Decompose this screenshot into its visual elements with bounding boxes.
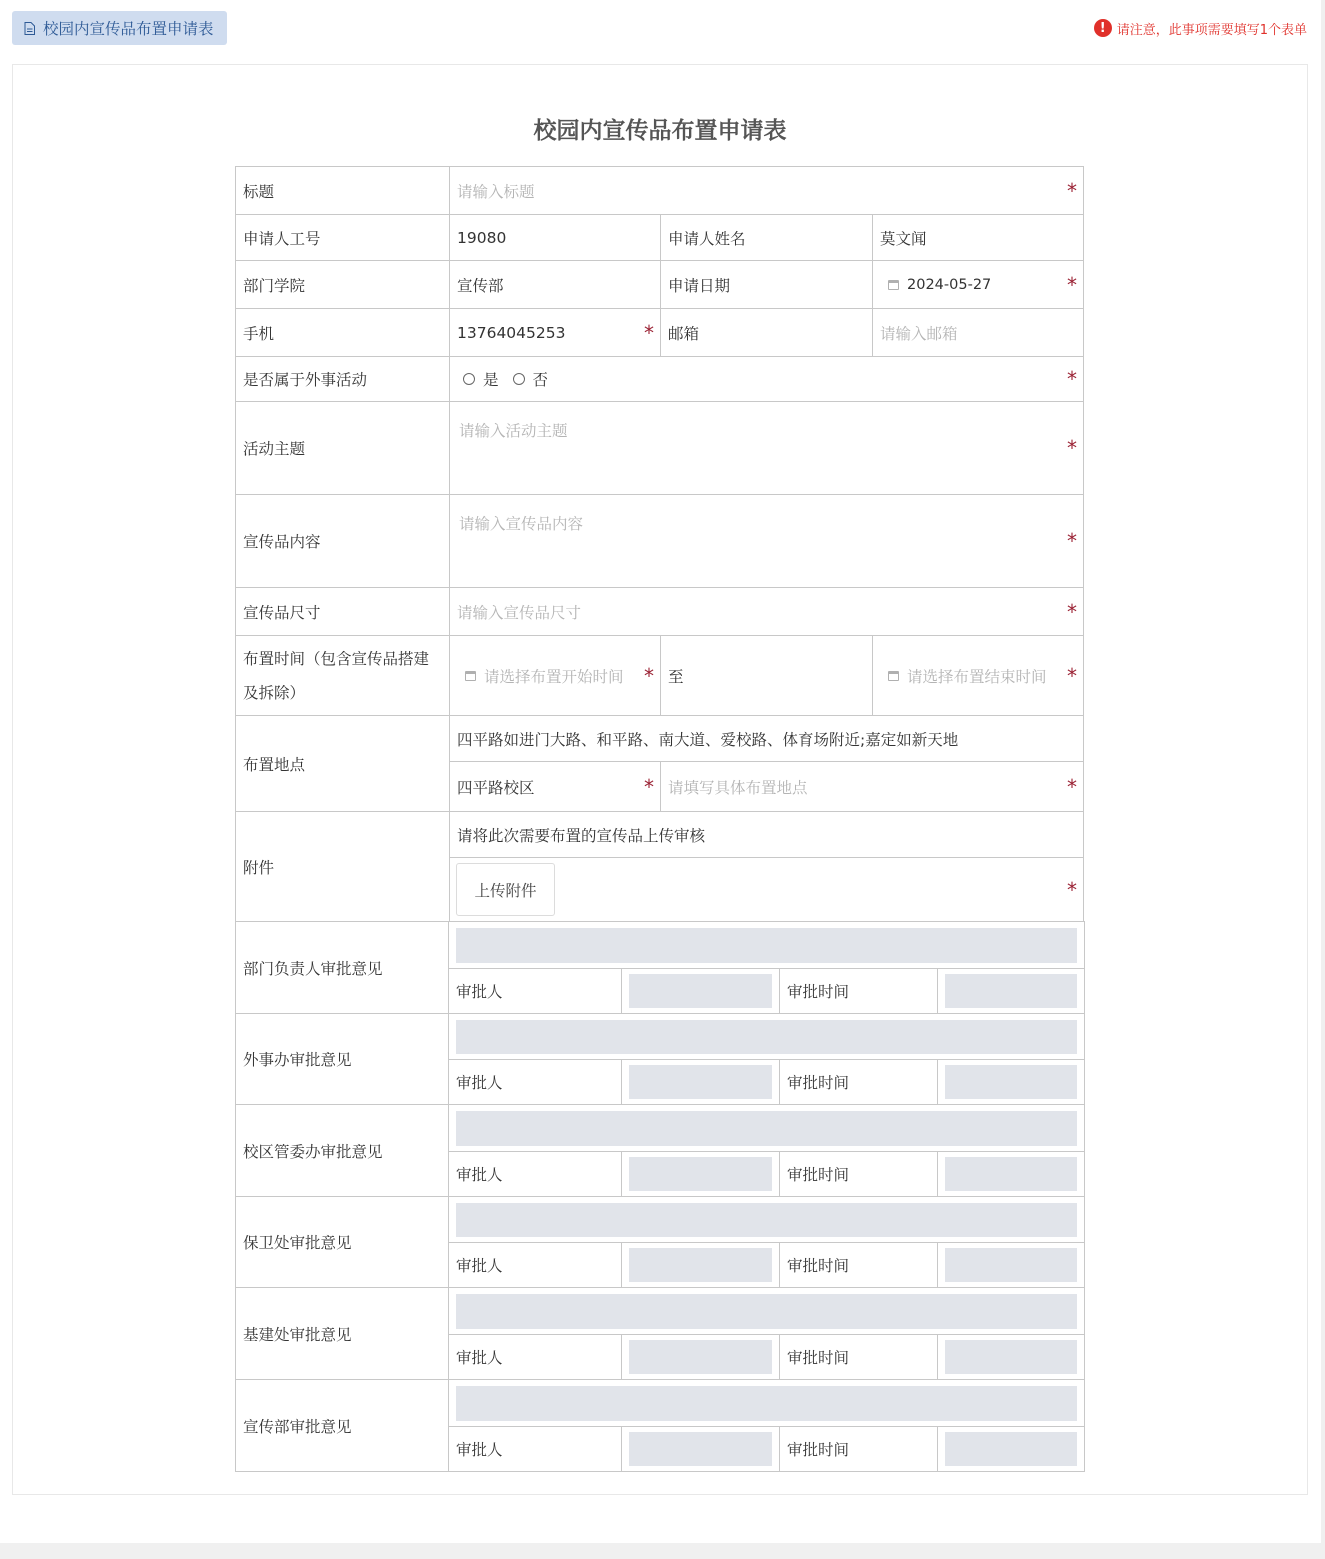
approval-opinion-field [456,1111,1077,1146]
content-label: 宣传品内容 [235,494,450,588]
date-label: 申请日期 [660,260,873,309]
document-icon [24,22,35,35]
size-placeholder: 请输入宣传品尺寸 [457,603,582,622]
radio-yes[interactable] [457,368,499,390]
title-input[interactable] [449,166,1084,215]
approval-time-label: 审批时间 [779,1242,938,1288]
foreign-activity-radio-group [449,356,1084,402]
approval-label: 基建处审批意见 [235,1287,449,1380]
approval-time-field [945,1065,1077,1099]
calendar-icon [465,671,476,681]
approval-time-label: 审批时间 [779,1059,938,1105]
approval-time-label: 审批时间 [779,968,938,1014]
required-mark: * [1067,663,1077,688]
approval-opinion-field [456,1386,1077,1421]
time-end-placeholder: 请选择布置结束时间 [907,667,1047,686]
time-label-text: 布置时间（包含宣传品搭建及拆除） [243,649,430,702]
approval-time-field [945,1248,1077,1282]
location-note: 四平路如进门大路、和平路、南大道、爱校路、体育场附近;嘉定如新天地 [449,715,1084,762]
dept-label: 部门学院 [235,260,450,309]
approver-label: 审批人 [448,1059,622,1105]
campus-select[interactable] [449,761,661,812]
theme-textarea[interactable] [449,401,1084,495]
campus-value: 四平路校区 [457,778,535,797]
required-mark: * [1067,367,1077,391]
location-placeholder: 请填写具体布置地点 [668,778,808,797]
form-title: 校园内宣传品布置申请表 [533,118,787,144]
size-label: 宣传品尺寸 [235,587,450,636]
required-mark: * [1067,529,1077,553]
name-value: 莫文闻 [872,214,1084,261]
required-mark: * [1067,178,1077,203]
radio-circle-icon [463,373,475,385]
title-label: 标题 [235,166,450,215]
foreign-activity-label: 是否属于外事活动 [235,356,450,402]
required-mark: * [1067,774,1077,799]
staff-id-value: 19080 [449,214,661,261]
approval-time-field [945,974,1077,1008]
email-placeholder: 请输入邮箱 [880,324,958,343]
location-input[interactable] [660,761,1084,812]
approval-label: 校区管委办审批意见 [235,1104,449,1197]
phone-label: 手机 [235,308,450,357]
name-label: 申请人姓名 [660,214,873,261]
upload-attachment-button[interactable]: 上传附件 [456,863,555,916]
required-mark: * [1067,599,1077,624]
approver-field [629,1065,772,1099]
approver-field [629,1248,772,1282]
approval-time-label: 审批时间 [779,1151,938,1197]
time-to-label: 至 [660,635,873,716]
approver-field [629,974,772,1008]
date-input[interactable] [872,260,1084,309]
calendar-icon [888,671,899,681]
warning-icon: ! [1094,19,1112,37]
staff-id-label: 申请人工号 [235,214,450,261]
approval-label: 部门负责人审批意见 [235,921,449,1014]
required-mark: * [1067,877,1077,902]
radio-circle-icon [513,373,525,385]
bottom-bar [0,1543,1325,1559]
time-start-input[interactable] [449,635,661,716]
approver-label: 审批人 [448,1242,622,1288]
content-placeholder: 请输入宣传品内容 [459,515,584,533]
email-input[interactable] [872,308,1084,357]
approval-time-label: 审批时间 [779,1334,938,1380]
size-input[interactable] [449,587,1084,636]
radio-no[interactable] [513,368,549,390]
phone-value: 13764045253 [457,323,566,342]
time-label [235,635,450,716]
approver-field [629,1340,772,1374]
approver-field [629,1157,772,1191]
notice-text: 请注意，此事项需要填写1个表单 [1116,22,1307,38]
approval-label: 宣传部审批意见 [235,1379,449,1472]
title-placeholder: 请输入标题 [457,182,535,201]
content-textarea[interactable] [449,494,1084,588]
approval-opinion-field [456,1020,1077,1054]
approval-time-field [945,1340,1077,1374]
required-mark: * [644,774,654,799]
radio-yes-label: 是 [483,371,499,389]
dept-value: 宣传部 [449,260,661,309]
approval-label: 保卫处审批意见 [235,1196,449,1288]
calendar-icon [888,280,899,290]
approval-opinion-field [456,928,1077,963]
phone-input[interactable] [449,308,661,357]
approval-opinion-field [456,1203,1077,1237]
approval-time-field [945,1432,1077,1466]
required-mark: * [1067,436,1077,460]
approver-label: 审批人 [448,1426,622,1472]
required-mark: * [1067,272,1077,297]
theme-placeholder: 请输入活动主题 [459,422,568,440]
approval-time-label: 审批时间 [779,1426,938,1472]
attachment-label: 附件 [235,811,450,922]
date-value: 2024-05-27 [907,276,992,293]
required-mark: * [644,663,654,688]
form-tab-label: 校园内宣传品布置申请表 [43,20,214,38]
theme-label: 活动主题 [235,401,450,495]
notice-banner [1094,18,1307,38]
approver-field [629,1432,772,1466]
approver-label: 审批人 [448,1334,622,1380]
required-mark: * [644,320,654,345]
radio-no-label: 否 [532,371,549,389]
approval-label: 外事办审批意见 [235,1013,449,1105]
approval-time-field [945,1157,1077,1191]
approval-opinion-field [456,1294,1077,1329]
scrollbar-track[interactable] [1321,0,1325,1559]
location-label: 布置地点 [235,715,450,812]
email-label: 邮箱 [660,308,873,357]
time-end-input[interactable] [872,635,1084,716]
time-start-placeholder: 请选择布置开始时间 [484,667,624,686]
approver-label: 审批人 [448,1151,622,1197]
attachment-note: 请将此次需要布置的宣传品上传审核 [449,811,1084,858]
approver-label: 审批人 [448,968,622,1014]
form-tab[interactable] [12,11,227,45]
